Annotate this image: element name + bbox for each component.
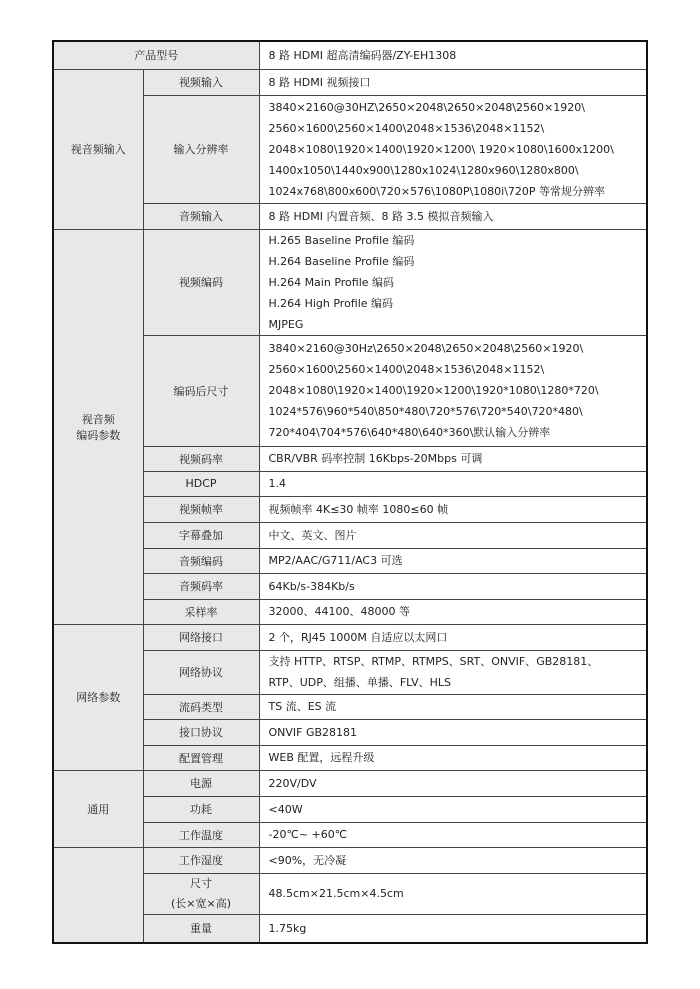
row-value: 220V/DV	[259, 770, 647, 796]
row-value	[259, 650, 647, 694]
table-row	[53, 694, 647, 719]
value-line: 1024*576\960*540\850*480\720*576\720*540\720*480\	[268, 405, 583, 418]
row-label: 接口协议	[143, 719, 259, 745]
row-label: 输入分辨率	[143, 95, 259, 203]
value-line: 3840×2160@30Hz\2650×2048\2650×2048\2560×1920\	[268, 342, 584, 355]
value-line: 2560×1600\2560×1400\2048×1536\2048×1152\	[268, 121, 545, 135]
table-row	[53, 522, 647, 548]
value-line: MJPEG	[268, 317, 304, 331]
row-value: 中文、英文、图片	[259, 522, 647, 548]
group-av-encode	[53, 229, 143, 624]
row-label: 视频输入	[143, 69, 259, 95]
value-line: 3840×2160@30HZ\2650×2048\2650×2048\2560×1920\	[268, 100, 585, 114]
table-row	[53, 719, 647, 745]
group-general: 通用	[53, 770, 143, 847]
table-row	[53, 446, 647, 471]
row-value: 视频帧率 4K≤30 帧率 1080≤60 帧	[259, 496, 647, 522]
value-line: H.264 High Profile 编码	[268, 296, 394, 310]
label-line: (长×宽×高)	[170, 896, 232, 910]
group-label-line: 视音频	[81, 412, 115, 426]
value-line: RTP、UDP、组播、单播、FLV、HLS	[268, 676, 452, 689]
spec-table	[52, 40, 648, 944]
group-av-input: 视音频输入	[53, 69, 143, 229]
value-line: 1024x768\800x600\720×576\1080P\1080i\720P 等常规分辨率	[268, 184, 606, 198]
row-label: 网络协议	[143, 650, 259, 694]
row-value: 2 个，RJ45 1000M 自适应以太网口	[259, 624, 647, 650]
value-line: 1400x1050\1440x900\1280x1024\1280x960\1280x800\	[268, 163, 579, 177]
table-row	[53, 69, 647, 95]
label-line: 尺寸	[190, 876, 212, 890]
model-label: 产品型号	[53, 41, 259, 69]
model-value: 8 路 HDMI 超高清编码器/ZY-EH1308	[259, 41, 647, 69]
table-row	[53, 796, 647, 822]
table-row	[53, 745, 647, 770]
row-value: <40W	[259, 796, 647, 822]
row-label	[143, 873, 259, 914]
group-unlabeled	[53, 847, 143, 943]
row-value: WEB 配置，远程升级	[259, 745, 647, 770]
value-line: 2048×1080\1920×1400\1920×1200\1920*1080\1280*720\	[268, 384, 599, 397]
row-value: 8 路 HDMI 内置音频、8 路 3.5 模拟音频输入	[259, 203, 647, 229]
row-label: 音频输入	[143, 203, 259, 229]
row-value: TS 流、ES 流	[259, 694, 647, 719]
row-value	[259, 229, 647, 335]
row-label: 流码类型	[143, 694, 259, 719]
table-row	[53, 770, 647, 796]
row-label: 功耗	[143, 796, 259, 822]
row-value: ONVIF GB28181	[259, 719, 647, 745]
table-row	[53, 229, 647, 335]
table-row	[53, 335, 647, 446]
row-label: 音频编码	[143, 548, 259, 573]
value-line: 支持 HTTP、RTSP、RTMP、RTMPS、SRT、ONVIF、GB28181、	[268, 655, 599, 668]
table-row	[53, 573, 647, 599]
row-label: 音频码率	[143, 573, 259, 599]
row-value: 1.75kg	[259, 914, 647, 943]
row-value: 1.4	[259, 471, 647, 496]
table-row	[53, 822, 647, 847]
table-row	[53, 624, 647, 650]
value-line: H.265 Baseline Profile 编码	[268, 233, 415, 247]
value-line: H.264 Main Profile 编码	[268, 275, 395, 289]
row-label: 视频编码	[143, 229, 259, 335]
value-line: 2560×1600\2560×1400\2048×1536\2048×1152\	[268, 363, 545, 376]
row-label: HDCP	[143, 471, 259, 496]
row-label: 工作湿度	[143, 847, 259, 873]
value-line: H.264 Baseline Profile 编码	[268, 254, 415, 268]
table-row	[53, 95, 647, 203]
row-label: 工作温度	[143, 822, 259, 847]
table-row	[53, 847, 647, 873]
row-value: 32000、44100、48000 等	[259, 599, 647, 624]
row-label: 视频码率	[143, 446, 259, 471]
table-row	[53, 650, 647, 694]
row-label: 编码后尺寸	[143, 335, 259, 446]
row-value: -20℃~ +60℃	[259, 822, 647, 847]
table-row	[53, 41, 647, 69]
row-label: 电源	[143, 770, 259, 796]
table-row	[53, 599, 647, 624]
table-row	[53, 873, 647, 914]
row-value: <90%，无冷凝	[259, 847, 647, 873]
group-label-line: 编码参数	[76, 428, 121, 442]
row-label: 视频帧率	[143, 496, 259, 522]
row-label: 网络接口	[143, 624, 259, 650]
value-line: 2048×1080\1920×1400\1920×1200\ 1920×1080\1600x1200\	[268, 142, 614, 156]
row-value: 64Kb/s-384Kb/s	[259, 573, 647, 599]
row-value	[259, 95, 647, 203]
row-value: CBR/VBR 码率控制 16Kbps-20Mbps 可调	[259, 446, 647, 471]
row-label: 配置管理	[143, 745, 259, 770]
row-label: 采样率	[143, 599, 259, 624]
row-label: 重量	[143, 914, 259, 943]
table-row	[53, 496, 647, 522]
table-row	[53, 914, 647, 943]
row-label: 字幕叠加	[143, 522, 259, 548]
table-row	[53, 203, 647, 229]
row-value: 48.5cm×21.5cm×4.5cm	[259, 873, 647, 914]
group-network: 网络参数	[53, 624, 143, 770]
row-value	[259, 335, 647, 446]
row-value: MP2/AAC/G711/AC3 可选	[259, 548, 647, 573]
table-row	[53, 548, 647, 573]
table-row	[53, 471, 647, 496]
row-value: 8 路 HDMI 视频接口	[259, 69, 647, 95]
value-line: 720*404\704*576\640*480\640*360\默认输入分辨率	[268, 426, 551, 439]
